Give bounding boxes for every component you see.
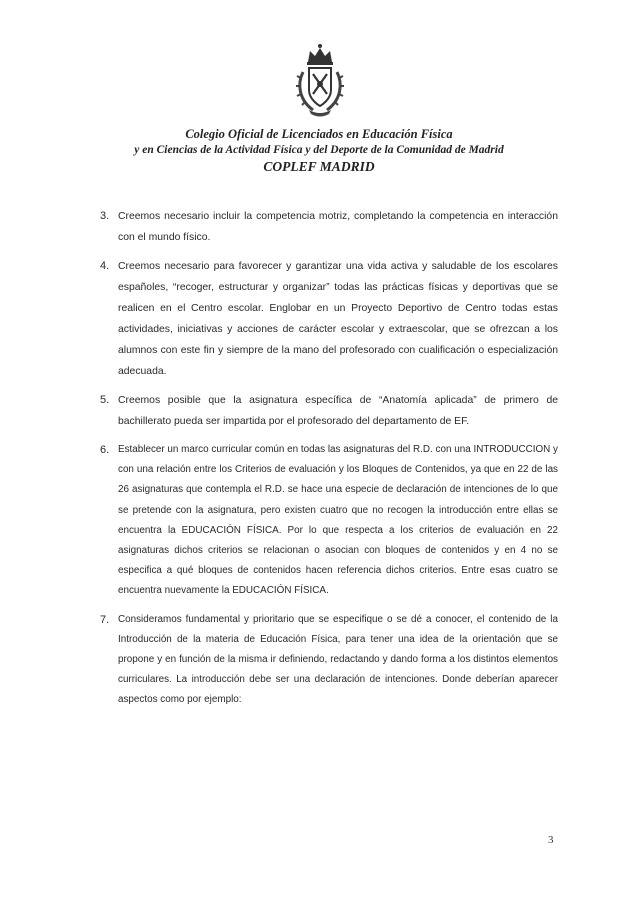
list-item-text: Establecer un marco curricular común en todas las asignaturas del R.D. con una INTRODUCCION y con una relación entre los Criterios de evaluación y los Bloques de Contenidos, ya que en 22 de las 26 asignaturas que contempla el R.D. se hace una especie de declaración de intenciones de lo que se pretende con la asignatura, pero existen cuatro que no recogen la introducción entre ellas se encuentra la EDUCACIÓN FÍSICA. Por lo que respecta a los criterios de evaluación en 22 asignaturas dichos criterios se relacionan o asocian con bloques de contenidos y en 4 no se especifica a qué bloques de contenidos hacen referencia dichos criterios. Entre esas cuatro se encuentra nuevamente la EDUCACIÓN FÍSICA. xyxy=(118,444,558,597)
numbered-list xyxy=(100,206,558,719)
letterhead-line-3: COPLEF MADRID xyxy=(263,159,375,174)
list-item-number: 7. xyxy=(100,613,110,626)
letterhead xyxy=(0,126,638,176)
page-number: 3 xyxy=(548,834,554,846)
list-item-text: Creemos posible que la asignatura específica de “Anatomía aplicada” de primero de bachillerato pueda ser impartida por el profesorado del departamento de EF. xyxy=(118,395,558,427)
list-item-text: Creemos necesario incluir la competencia motriz, completando la competencia en interacción con el mundo físico. xyxy=(118,211,558,243)
list-item-number: 6. xyxy=(100,444,110,456)
list-item xyxy=(100,440,558,602)
list-item-text: Consideramos fundamental y prioritario que se especifique o se dé a conocer, el contenido de la Introducción de la materia de Educación Física, para tener una idea de la orientación que se propone y en función de la misma ir definiendo, redactando y dando forma a los distintos elementos curriculares. La introducción debe ser una declaración de intenciones. Donde deberían aparecer aspectos como por ejemplo: xyxy=(118,613,558,706)
list-item xyxy=(100,610,558,711)
list-item-text: Creemos necesario para favorecer y garantizar una vida activa y saludable de los escolares españoles, “recoger, estructurar y organizar” todas las prácticas físicas y deportivas que se realicen en el Centro escolar. Englobar en un Proyecto Deportivo de Centro todas estas actividades, iniciativas y acciones de carácter escolar y extraescolar, que se ofrezcan a los alumnos con este fin y siempre de la mano del profesorado con cualificación o especialización adecuada. xyxy=(118,261,558,377)
list-item xyxy=(100,206,558,248)
list-item-number: 5. xyxy=(100,394,110,406)
list-item-number: 3. xyxy=(100,210,110,222)
list-item xyxy=(100,390,558,432)
letterhead-line-1: Colegio Oficial de Licenciados en Educación Física xyxy=(185,127,453,141)
list-item xyxy=(100,256,558,382)
college-seal-logo xyxy=(289,42,351,120)
letterhead-line-2: y en Ciencias de la Actividad Física y del Deporte de la Comunidad de Madrid xyxy=(134,144,504,156)
list-item-number: 4. xyxy=(100,260,110,272)
